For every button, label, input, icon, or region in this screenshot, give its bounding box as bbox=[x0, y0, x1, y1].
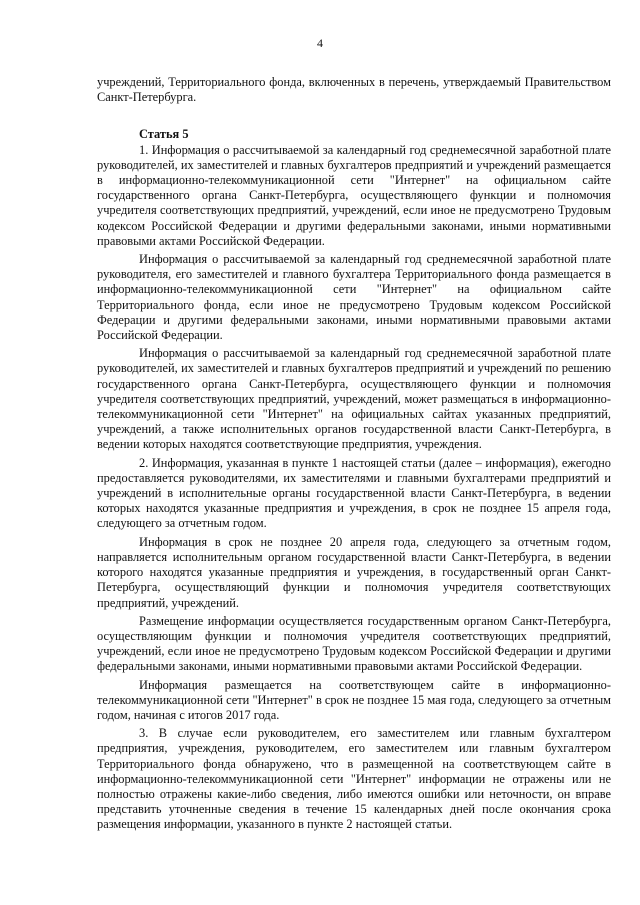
paragraph-1: 1. Информация о рассчитываемой за календарный год среднемесячной заработной плате руководителей, их заместителей и главных бухгалтеров предприятий и учреждений размещается в информационно-телекоммуникационной сети "Интернет" на официальном сайте государственного органа Санкт-Петербурга, осуществляющего функции и полномочия учредителя соответствующих предприятий, учреждений, если иное не предусмотрено Трудовым кодексом Российской Федерации и другими федеральными законами, иными нормативными правовыми актами Российской Федерации. bbox=[97, 142, 611, 248]
paragraph-6: Размещение информации осуществляется государственным органом Санкт-Петербурга, осуществляющим функции и полномочия учредителя соответствующих предприятий, учреждений, если иное не предусмотрено Трудовым кодексом Российской Федерации и другими федеральными законами, иными нормативными правовыми актами Российской Федерации. bbox=[97, 613, 611, 674]
article-heading: Статья 5 bbox=[139, 127, 189, 142]
paragraph-7: Информация размещается на соответствующем сайте в информационно-телекоммуникационной сети "Интернет" в срок не позднее 15 мая года, следующего за отчетным годом, начиная с итогов 2017 года. bbox=[97, 677, 611, 722]
paragraph-3: Информация о рассчитываемой за календарный год среднемесячной заработной плате руководителей, их заместителей и главных бухгалтеров предприятий и учреждений по решению государственного органа Санкт-Петербурга, осуществляющего функции и полномочия учредителя соответствующих предприятий, учреждений, может размещаться в информационно-телекоммуникационной сети "Интернет" на официальных сайтах указанных предприятий, учреждений, а также исполнительных органов государственной власти Санкт-Петербурга, в ведении которых находятся соответствующие предприятия, учреждения. bbox=[97, 346, 611, 452]
paragraph-2: Информация о рассчитываемой за календарный год среднемесячной заработной плате руководителя, его заместителей и главного бухгалтера Территориального фонда размещается в информационно-телекоммуникационной сети "Интернет" на официальном сайте Территориального фонда, если иное не предусмотрено Трудовым кодексом Российской Федерации и другими федеральными законами, иными нормативными правовыми актами Российской Федерации. bbox=[97, 252, 611, 343]
continuation-paragraph: учреждений, Территориального фонда, включенных в перечень, утверждаемый Правительством Санкт-Петербурга. bbox=[97, 75, 611, 105]
page-number: 4 bbox=[317, 36, 323, 50]
paragraph-5: Информация в срок не позднее 20 апреля года, следующего за отчетным годом, направляется исполнительным органом государственной власти Санкт-Петербурга, в ведении которого находятся указанные предприятия и учреждения, в государственный орган Санкт-Петербурга, осуществляющий функции и полномочия учредителя соответствующих предприятий, учреждений. bbox=[97, 534, 611, 610]
paragraph-8: 3. В случае если руководителем, его заместителем или главным бухгалтером предприятия, учреждения, руководителем, его заместителем или главным бухгалтером Территориального фонда обнаружено, что в размещенной на соответствующем сайте в информационно-телекоммуникационной сети "Интернет" информации не отражены или не полностью отражены какие-либо сведения, либо имеются ошибки или неточности, он вправе представить уточненные сведения в течение 15 календарных дней после окончания срока размещения информации, указанного в пункте 2 настоящей статьи. bbox=[97, 726, 611, 832]
document-body bbox=[97, 75, 611, 833]
paragraph-4: 2. Информация, указанная в пункте 1 настоящей статьи (далее – информация), ежегодно предоставляется руководителями, их заместителями и главными бухгалтерами предприятий и учреждений в исполнительные органы государственной власти Санкт-Петербурга, в ведении которых находятся указанные предприятия и учреждения, в срок не позднее 15 апреля года, следующего за отчетным годом. bbox=[97, 455, 611, 531]
